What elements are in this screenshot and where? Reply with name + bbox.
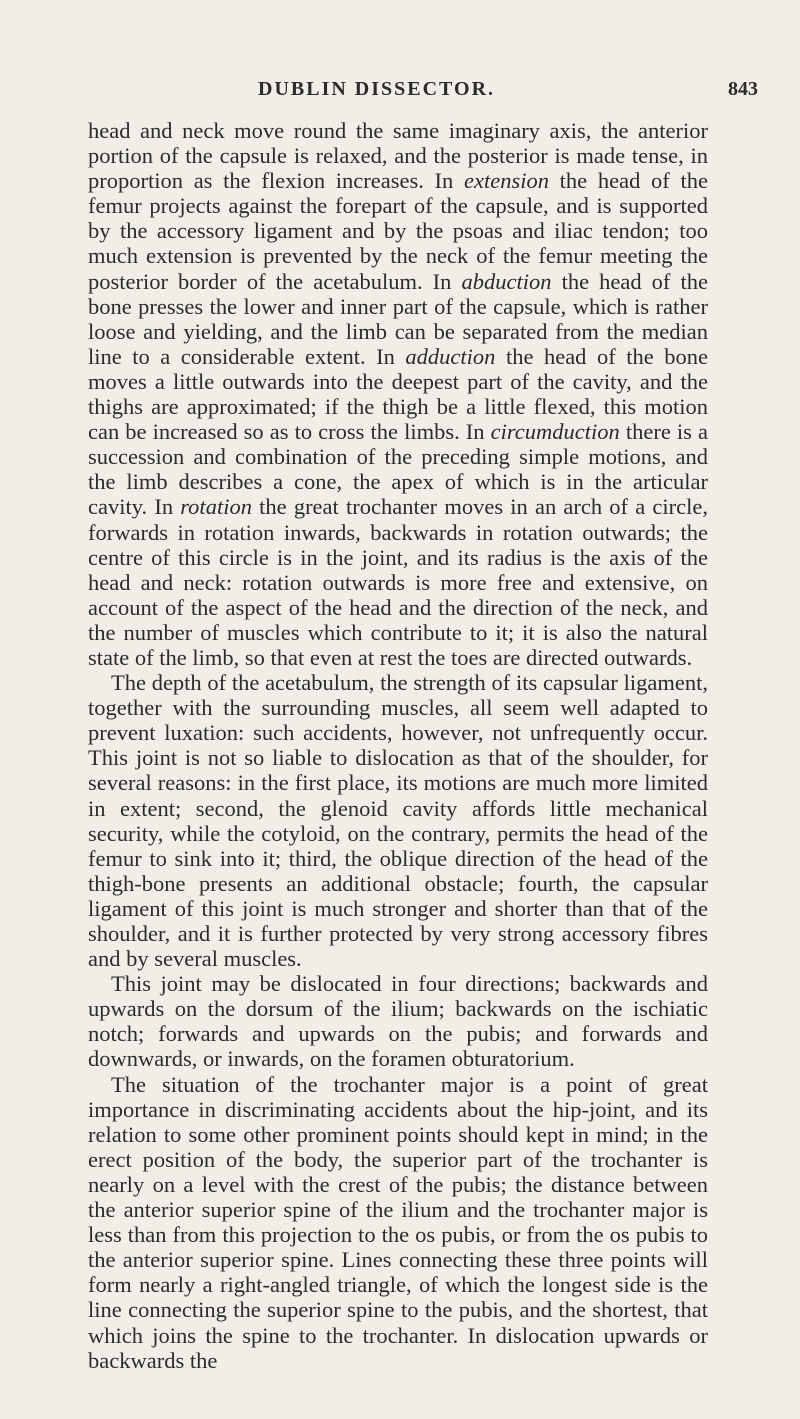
italic-term: rotation [180, 494, 252, 520]
italic-term: extension [464, 168, 549, 194]
page-number: 843 [728, 78, 758, 100]
running-title: DUBLIN DISSECTOR. [258, 78, 496, 100]
text-run: the head of the bone moves a little outwards into the deepest part of the cavity, and the thighs are approximated; if the thigh be a little flexed, this motion can be increased so as to cross the limbs. In [88, 343, 708, 445]
text-run: the head of the bone presses the lower and inner part of the capsule, which is rather loose and yielding, and the limb can be separated from the median line to a considerable extent. In [88, 268, 708, 369]
paragraph-2 [88, 670, 708, 971]
text-run: The depth of the acetabulum, the strength of its capsular ligament, together with the surrounding muscles, all seem well adapted to prevent luxation: such accidents, however, not unfrequently occur. This joint is not so liable to dislocation as that of the shoulder, for several reasons: in the first place, its motions are much more limited in extent; second, the glenoid cavity affords little mechanical security, while the cotyloid, on the contrary, permits the head of the femur to sink into it; third, the oblique direction of the head of the thigh-bone presents an additional obstacle; fourth, the capsular ligament of this joint is much stronger and shorter than that of the shoulder, and it is further protected by very strong accessory fibres and by several muscles. [88, 670, 708, 972]
italic-term: abduction [461, 268, 552, 294]
body-text [88, 118, 708, 1373]
paragraph-3 [88, 971, 708, 1071]
text-run: The situation of the trochanter major is a point of great importance in discriminating accidents about the hip-joint, and its relation to some other prominent points should kept in mind; in the erect position of the body, the superior part of the trochanter is nearly on a level with the crest of the pubis; the distance between the anterior superior spine of the ilium and the trochanter major is less than from this projection to the os pubis, or from the os pubis to the anterior superior spine. Lines connecting these three points will form nearly a right-angled triangle, of which the longest side is the line connecting the superior spine to the pubis, and the shortest, that which joins the spine to the trochanter. In dislocation upwards or backwards the [88, 1071, 708, 1373]
text-run: the head of the femur projects against the forepart of the capsule, and is supported by the accessory ligament and by the psoas and iliac tendon; too much extension is prevented by the neck of the femur meeting the posterior border of the acetabulum. In [88, 168, 708, 294]
text-run: there is a succession and combination of the preceding simple motions, and the limb describes a cone, the apex of which is in the articular cavity. In [88, 419, 709, 520]
page-header [0, 78, 800, 108]
text-run: the great trochanter moves in an arch of a circle, forwards in rotation inwards, backwards in rotation outwards; the centre of this circle is in the joint, and its radius is the axis of the head and neck: rotation outwards is more free and extensive, on account of the aspect of the head and the direction of the neck, and the number of muscles which contribute to it; it is also the natural state of the limb, so that even at rest the toes are directed outwards. [88, 494, 708, 670]
italic-term: circumduction [490, 419, 620, 445]
text-run: This joint may be dislocated in four directions; backwards and upwards on the dorsum of the ilium; backwards on the ischiatic notch; forwards and upwards on the pubis; and forwards and downwards, or inwards, on the foramen obturatorium. [88, 971, 708, 1072]
paragraph-1 [88, 118, 708, 670]
italic-term: adduction [405, 343, 496, 369]
paragraph-4 [88, 1072, 708, 1373]
text-run: head and neck move round the same imaginary axis, the anterior portion of the capsule is relaxed, and the posterior is made tense, in proportion as the flexion increases. In [88, 118, 708, 194]
